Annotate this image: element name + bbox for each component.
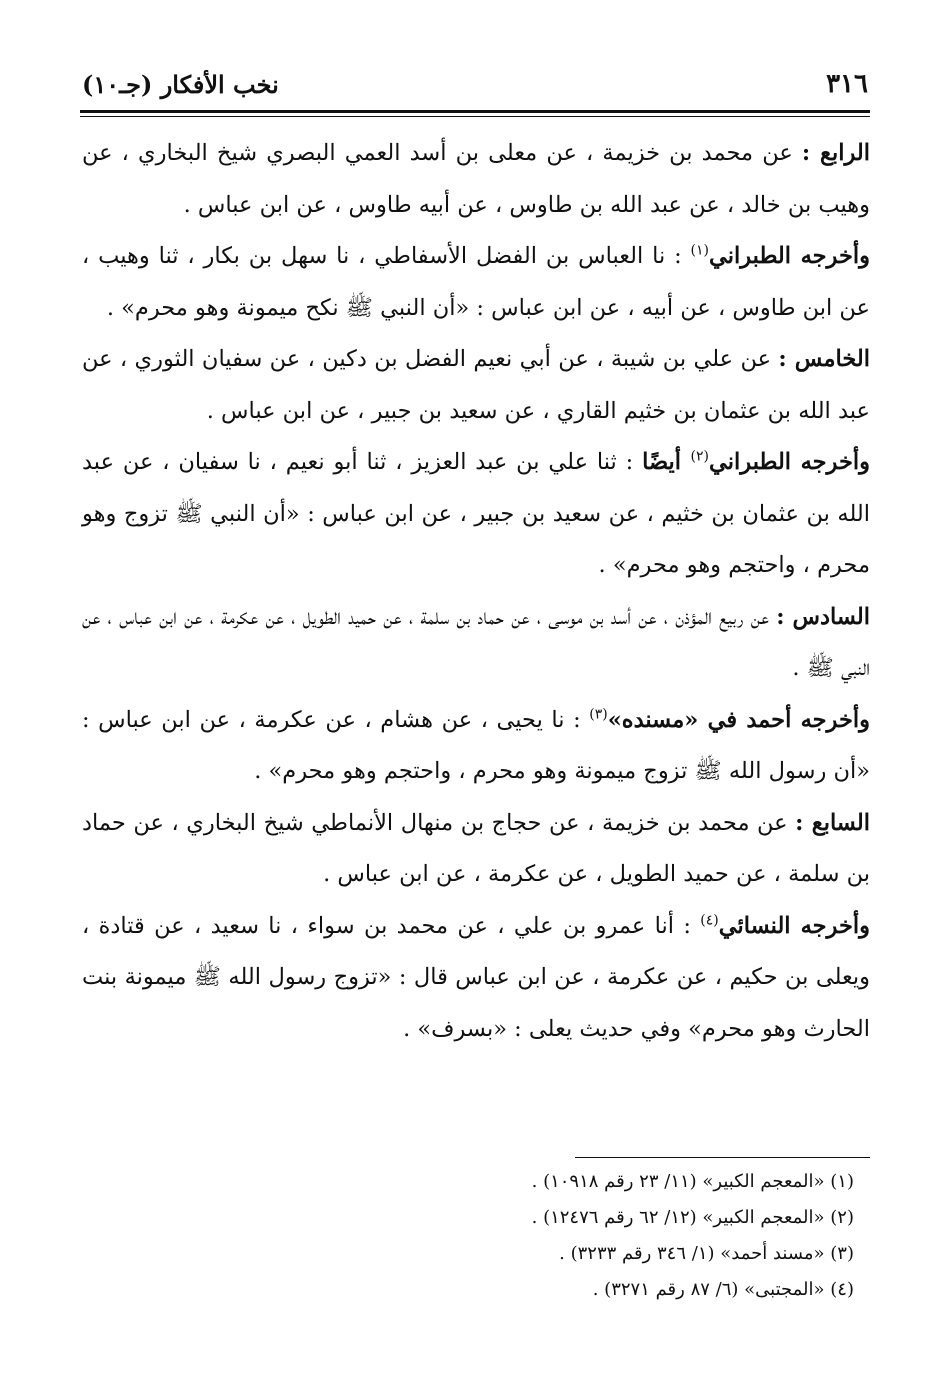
paragraph-lead: وأخرجه النسائي [718, 912, 870, 939]
footnote-ref[interactable]: (٢) [690, 448, 710, 465]
paragraph-lead: السادس : [776, 603, 870, 630]
paragraph-sixth [82, 592, 870, 695]
footnote-ref[interactable]: (٣) [589, 706, 608, 722]
paragraph-lead: وأخرجه الطبراني [709, 243, 870, 269]
paragraph-ahmad [82, 695, 870, 798]
paragraph-seventh [82, 798, 870, 901]
paragraph-lead: الرابع : [801, 140, 870, 166]
footnote-4: (٤) «المجتبى» (٦/ ٨٧ رقم ٣٢٧١) . [592, 1279, 854, 1300]
footnote-3: (٣) «مسند أحمد» (١/ ٣٤٦ رقم ٣٢٣٣) . [559, 1243, 854, 1264]
header-rule-thin [80, 116, 870, 117]
page-number: ٣١٦ [826, 69, 868, 99]
paragraph-text: عن ربيع المؤذن ، عن أسد بن موسى ، عن حماد بن سلمة ، عن حميد الطويل ، عن عكرمة ، عن ابن عباس ، عن النبي ﷺ . [82, 603, 870, 681]
footnotes [300, 1164, 854, 1308]
paragraph-tabarani-2 [82, 437, 870, 592]
body-text [82, 128, 870, 1055]
paragraph-tabarani-1 [82, 231, 870, 334]
paragraph-lead-secondary: أيضًا [642, 449, 691, 475]
footnote-ref[interactable]: (١) [690, 242, 709, 259]
paragraph-lead: الخامس : [778, 346, 870, 372]
paragraph-text: : أنا عمرو بن علي ، عن محمد بن سواء ، نا سعيد ، عن قتادة ، ويعلى بن حكيم ، عن عكرمة ، عن ابن عباس قال : «تزوج رسول الله ﷺ ميمونة بنت الحارث وهو محرم» وفي حديث يعلى : «بسرف» . [82, 912, 870, 1042]
paragraph-text: : ثنا علي بن عبد العزيز ، ثنا أبو نعيم ، نا سفيان ، عن عبد الله بن عثمان بن خثيم ، عن سعيد بن جبير ، عن ابن عباس : «أن النبي ﷺ تزوج وهو محرم ، واحتجم وهو محرم» . [82, 449, 870, 578]
paragraph-lead: السابع : [795, 809, 870, 836]
footnote-1: (١) «المعجم الكبير» (١١/ ٢٣ رقم ١٠٩١٨) . [531, 1171, 854, 1192]
header-rule-thick [80, 110, 870, 113]
footnote-ref[interactable]: (٤) [700, 912, 719, 928]
paragraph-text: عن علي بن شيبة ، عن أبي نعيم الفضل بن دكين ، عن سفيان الثوري ، عن عبد الله بن عثمان بن خثيم القاري ، عن سعيد بن جبير ، عن ابن عباس . [82, 346, 870, 424]
paragraph-fourth [82, 128, 870, 231]
paragraph-lead: وأخرجه أحمد في «مسنده» [607, 706, 870, 733]
paragraph-text: عن محمد بن خزيمة ، عن معلى بن أسد العمي البصري شيخ البخاري ، عن وهيب بن خالد ، عن عبد الله بن طاوس ، عن أبيه طاوس ، عن ابن عباس . [82, 140, 870, 218]
paragraph-text: : نا العباس بن الفضل الأسفاطي ، نا سهل بن بكار ، ثنا وهيب ، عن ابن طاوس ، عن أبيه ، عن ابن عباس : «أن النبي ﷺ نكح ميمونة وهو محرم» . [82, 243, 870, 321]
page-header [82, 64, 868, 104]
paragraph-lead: وأخرجه الطبراني [709, 449, 871, 475]
paragraph-text: : نا يحيى ، عن هشام ، عن عكرمة ، عن ابن عباس : «أن رسول الله ﷺ تزوج ميمونة وهو محرم ، واحتجم وهو محرم» . [82, 706, 870, 784]
footnote-separator [575, 1157, 870, 1158]
book-title: نخب الأفكار (جـ١٠) [82, 69, 279, 99]
paragraph-fifth [82, 334, 870, 437]
paragraph-text: عن محمد بن خزيمة ، عن حجاج بن منهال الأنماطي شيخ البخاري ، عن حماد بن سلمة ، عن حميد الطويل ، عن عكرمة ، عن ابن عباس . [82, 809, 870, 887]
paragraph-nasai [82, 901, 870, 1056]
footnote-2: (٢) «المعجم الكبير» (١٢/ ٦٢ رقم ١٢٤٧٦) . [531, 1207, 854, 1228]
